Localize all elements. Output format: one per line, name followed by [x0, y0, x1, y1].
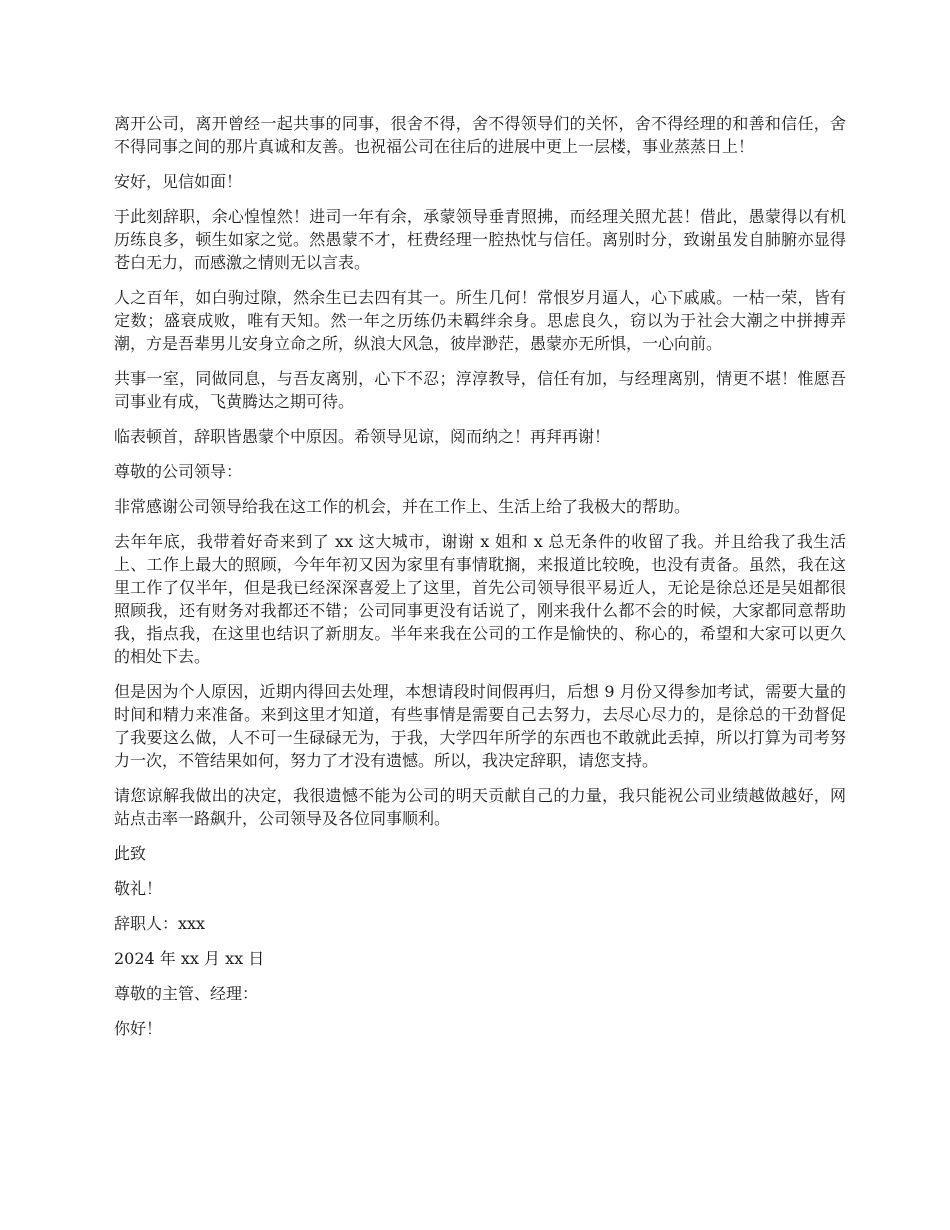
paragraph-understanding: 请您谅解我做出的决定，我很遗憾不能为公司的明天贡献自己的力量，我只能祝公司业绩越做越好，网站点击率一路飙升，公司领导及各位同事顺利。: [114, 786, 846, 828]
salutation-managers: 尊敬的主管、经理：: [114, 984, 259, 1003]
closing-jingli: 敬礼！: [114, 879, 163, 898]
paragraph-greeting: 安好，见信如面！: [114, 172, 243, 191]
paragraph-parting: 共事一室，同做同息，与吾友离别，心下不忍；淳淳教导，信任有加，与经理离别，情更不堪！惟愿吾司事业有成，飞黄腾达之期可待。: [114, 369, 846, 411]
greeting-hello: 你好！: [114, 1019, 163, 1038]
paragraph-thanks: 非常感谢公司领导给我在这工作的机会，并在工作上、生活上给了我极大的帮助。: [114, 497, 691, 516]
paragraph-personal-reason: 但是因为个人原因，近期内得回去处理，本想请段时间假再归，后想 9 月份又得参加考试，需要大量的时间和精力来准备。来到这里才知道，有些事情是需要自己去努力，去尽心尽力的，是徐总的干劲督促了我要这么做，人不可一生碌碌无为，于我，大学四年所学的东西也不敢就此丢掉，所以打算为司考努力一次，不管结果如何，努力了才没有遗憾。所以，我决定辞职，请您支持。: [114, 682, 846, 770]
document-body: [114, 112, 846, 1052]
paragraph-farewell: 离开公司，离开曾经一起共事的同事，很舍不得，舍不得领导们的关怀，舍不得经理的和善和信任，舍不得同事之间的那片真诚和友善。也祝福公司在往后的进展中更上一层楼，事业蒸蒸日上！: [114, 114, 846, 156]
date-line: 2024 年 xx 月 xx 日: [114, 949, 265, 968]
salutation-leadership: 尊敬的公司领导：: [114, 462, 243, 481]
signature-line: 辞职人：xxx: [114, 914, 206, 933]
closing-cizhi: 此致: [114, 844, 147, 863]
paragraph-closing: 临表顿首，辞职皆愚蒙个中原因。希领导见谅，阅而纳之！再拜再谢！: [114, 427, 611, 446]
paragraph-experience: 去年年底，我带着好奇来到了 xx 这大城市，谢谢 x 姐和 x 总无条件的收留了我。并且给我了我生活上、工作上最大的照顾，今年年初又因为家里有事情耽搁，来报道比较晚，也没有责备。虽然，我在这里工作了仅半年，但是我已经深深喜爱上了这里，首先公司领导很平易近人，无论是徐总还是吴姐都很照顾我，还有财务对我都还不错；公司同事更没有话说了，刚来我什么都不会的时候，大家都同意帮助我，指点我，在这里也结识了新朋友。半年来我在公司的工作是愉快的、称心的，希望和大家可以更久的相处下去。: [114, 532, 846, 666]
paragraph-reflection: 人之百年，如白驹过隙，然余生已去四有其一。所生几何！常恨岁月逼人，心下戚戚。一枯一荣，皆有定数；盛衰成败，唯有天知。然一年之历练仍未羁绊余身。思虑良久，窃以为于社会大潮之中拼搏弄潮，方是吾辈男儿安身立命之所，纵浪大风急，彼岸渺茫，愚蒙亦无所惧，一心向前。: [114, 288, 846, 353]
paragraph-resignation-reason: 于此刻辞职，余心惶惶然！进司一年有余，承蒙领导垂青照拂，而经理关照尤甚！借此，愚蒙得以有机历练良多，顿生如家之觉。然愚蒙不才，枉费经理一腔热忱与信任。离别时分，致谢虽发自肺腑亦显得苍白无力，而感激之情则无以言表。: [114, 207, 846, 272]
